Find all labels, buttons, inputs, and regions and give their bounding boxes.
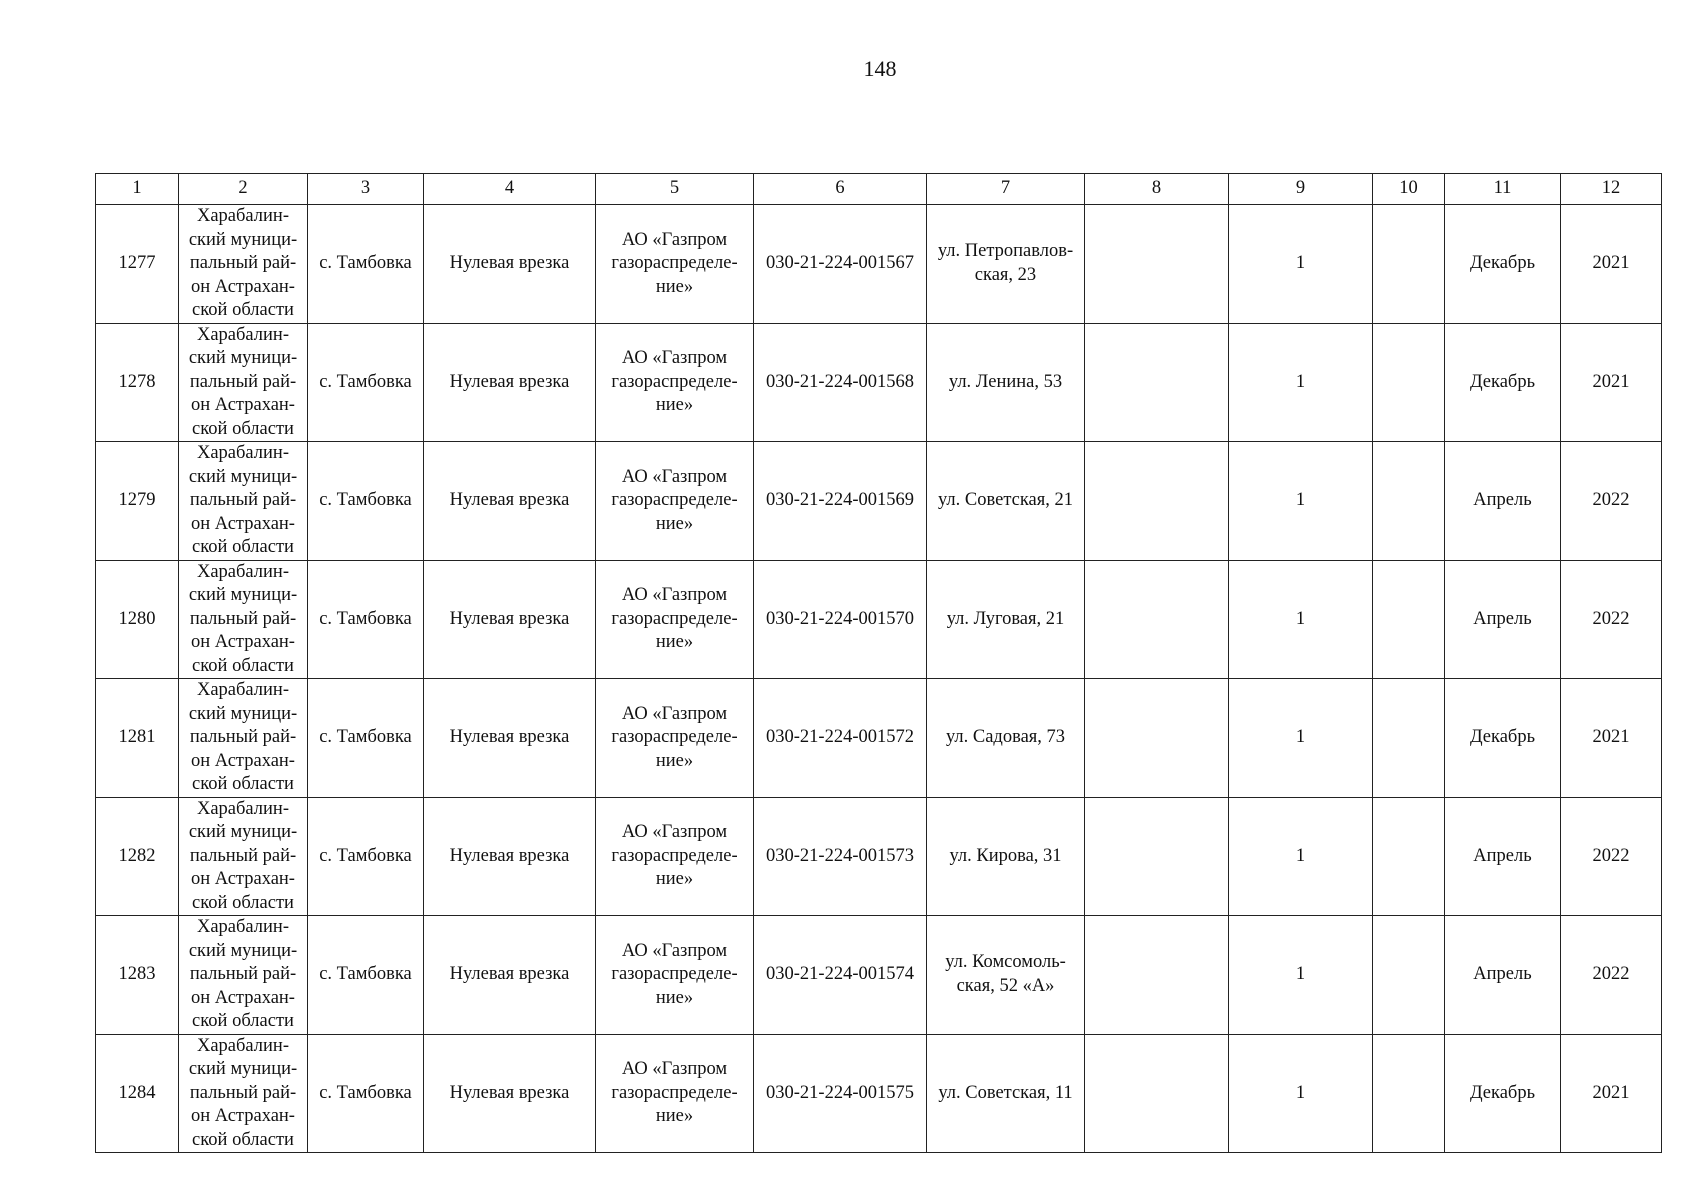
cell-month: Апрель xyxy=(1445,442,1561,561)
table-row xyxy=(96,679,1662,798)
cell-code: 030-21-224-001569 xyxy=(754,442,927,561)
cell-locality: с. Тамбовка xyxy=(308,1034,424,1153)
cell-number: 1281 xyxy=(96,679,179,798)
cell-col10 xyxy=(1373,1034,1445,1153)
cell-quantity: 1 xyxy=(1229,679,1373,798)
cell-year: 2021 xyxy=(1561,1034,1662,1153)
page-number: 148 xyxy=(863,56,897,81)
cell-number: 1280 xyxy=(96,560,179,679)
cell-address: ул. Ленина, 53 xyxy=(927,323,1085,442)
cell-year: 2021 xyxy=(1561,679,1662,798)
cell-number: 1284 xyxy=(96,1034,179,1153)
table-row xyxy=(96,1034,1662,1153)
cell-col8 xyxy=(1085,797,1229,916)
cell-locality: с. Тамбовка xyxy=(308,323,424,442)
table-row xyxy=(96,323,1662,442)
table-row xyxy=(96,560,1662,679)
cell-col10 xyxy=(1373,679,1445,798)
cell-month: Декабрь xyxy=(1445,323,1561,442)
column-header: 12 xyxy=(1561,174,1662,205)
cell-address: ул. Советская, 11 xyxy=(927,1034,1085,1153)
cell-month: Декабрь xyxy=(1445,679,1561,798)
cell-code: 030-21-224-001567 xyxy=(754,205,927,324)
cell-quantity: 1 xyxy=(1229,442,1373,561)
cell-col8 xyxy=(1085,560,1229,679)
cell-district: Харабалин- ский муници- пальный рай- он Астрахан- ской области xyxy=(179,205,308,324)
cell-organization: АО «Газпром газораспределе- ние» xyxy=(596,916,754,1035)
cell-number: 1279 xyxy=(96,442,179,561)
column-header: 3 xyxy=(308,174,424,205)
cell-month: Апрель xyxy=(1445,916,1561,1035)
cell-address: ул. Луговая, 21 xyxy=(927,560,1085,679)
cell-address: ул. Комсомоль- ская, 52 «А» xyxy=(927,916,1085,1035)
cell-quantity: 1 xyxy=(1229,560,1373,679)
cell-locality: с. Тамбовка xyxy=(308,442,424,561)
cell-address: ул. Петропавлов- ская, 23 xyxy=(927,205,1085,324)
cell-district: Харабалин- ский муници- пальный рай- он Астрахан- ской области xyxy=(179,1034,308,1153)
cell-work-type: Нулевая врезка xyxy=(424,1034,596,1153)
cell-col8 xyxy=(1085,679,1229,798)
table-row xyxy=(96,205,1662,324)
cell-quantity: 1 xyxy=(1229,1034,1373,1153)
cell-work-type: Нулевая врезка xyxy=(424,679,596,798)
cell-col10 xyxy=(1373,442,1445,561)
cell-district: Харабалин- ский муници- пальный рай- он Астрахан- ской области xyxy=(179,916,308,1035)
cell-organization: АО «Газпром газораспределе- ние» xyxy=(596,205,754,324)
cell-district: Харабалин- ский муници- пальный рай- он Астрахан- ской области xyxy=(179,679,308,798)
column-header: 4 xyxy=(424,174,596,205)
cell-organization: АО «Газпром газораспределе- ние» xyxy=(596,323,754,442)
cell-month: Декабрь xyxy=(1445,205,1561,324)
cell-district: Харабалин- ский муници- пальный рай- он Астрахан- ской области xyxy=(179,560,308,679)
cell-month: Декабрь xyxy=(1445,1034,1561,1153)
cell-code: 030-21-224-001570 xyxy=(754,560,927,679)
cell-col10 xyxy=(1373,797,1445,916)
cell-work-type: Нулевая врезка xyxy=(424,797,596,916)
cell-code: 030-21-224-001574 xyxy=(754,916,927,1035)
cell-year: 2022 xyxy=(1561,797,1662,916)
column-header: 10 xyxy=(1373,174,1445,205)
cell-month: Апрель xyxy=(1445,560,1561,679)
table-row xyxy=(96,916,1662,1035)
register-table xyxy=(95,173,1662,1153)
table-row xyxy=(96,442,1662,561)
cell-locality: с. Тамбовка xyxy=(308,916,424,1035)
cell-code: 030-21-224-001568 xyxy=(754,323,927,442)
cell-quantity: 1 xyxy=(1229,323,1373,442)
cell-work-type: Нулевая врезка xyxy=(424,323,596,442)
cell-year: 2022 xyxy=(1561,560,1662,679)
cell-col10 xyxy=(1373,916,1445,1035)
cell-number: 1278 xyxy=(96,323,179,442)
cell-col8 xyxy=(1085,442,1229,561)
cell-quantity: 1 xyxy=(1229,205,1373,324)
cell-code: 030-21-224-001572 xyxy=(754,679,927,798)
cell-year: 2021 xyxy=(1561,205,1662,324)
cell-col10 xyxy=(1373,560,1445,679)
cell-organization: АО «Газпром газораспределе- ние» xyxy=(596,1034,754,1153)
column-header: 1 xyxy=(96,174,179,205)
cell-number: 1282 xyxy=(96,797,179,916)
cell-year: 2022 xyxy=(1561,916,1662,1035)
cell-number: 1283 xyxy=(96,916,179,1035)
cell-address: ул. Садовая, 73 xyxy=(927,679,1085,798)
cell-address: ул. Советская, 21 xyxy=(927,442,1085,561)
cell-locality: с. Тамбовка xyxy=(308,560,424,679)
cell-quantity: 1 xyxy=(1229,916,1373,1035)
cell-work-type: Нулевая врезка xyxy=(424,205,596,324)
cell-district: Харабалин- ский муници- пальный рай- он Астрахан- ской области xyxy=(179,442,308,561)
cell-address: ул. Кирова, 31 xyxy=(927,797,1085,916)
cell-organization: АО «Газпром газораспределе- ние» xyxy=(596,679,754,798)
cell-code: 030-21-224-001575 xyxy=(754,1034,927,1153)
cell-month: Апрель xyxy=(1445,797,1561,916)
cell-organization: АО «Газпром газораспределе- ние» xyxy=(596,560,754,679)
column-header: 11 xyxy=(1445,174,1561,205)
cell-col10 xyxy=(1373,205,1445,324)
column-header: 5 xyxy=(596,174,754,205)
cell-work-type: Нулевая врезка xyxy=(424,442,596,561)
column-header: 9 xyxy=(1229,174,1373,205)
table-header-row xyxy=(96,174,1662,205)
cell-organization: АО «Газпром газораспределе- ние» xyxy=(596,797,754,916)
cell-quantity: 1 xyxy=(1229,797,1373,916)
cell-number: 1277 xyxy=(96,205,179,324)
column-header: 6 xyxy=(754,174,927,205)
column-header: 8 xyxy=(1085,174,1229,205)
cell-locality: с. Тамбовка xyxy=(308,205,424,324)
cell-col8 xyxy=(1085,916,1229,1035)
cell-district: Харабалин- ский муници- пальный рай- он Астрахан- ской области xyxy=(179,797,308,916)
cell-work-type: Нулевая врезка xyxy=(424,560,596,679)
cell-col8 xyxy=(1085,323,1229,442)
column-header: 7 xyxy=(927,174,1085,205)
cell-year: 2021 xyxy=(1561,323,1662,442)
table-row xyxy=(96,797,1662,916)
column-header: 2 xyxy=(179,174,308,205)
cell-locality: с. Тамбовка xyxy=(308,679,424,798)
cell-col8 xyxy=(1085,1034,1229,1153)
cell-locality: с. Тамбовка xyxy=(308,797,424,916)
cell-organization: АО «Газпром газораспределе- ние» xyxy=(596,442,754,561)
cell-district: Харабалин- ский муници- пальный рай- он Астрахан- ской области xyxy=(179,323,308,442)
cell-code: 030-21-224-001573 xyxy=(754,797,927,916)
cell-work-type: Нулевая врезка xyxy=(424,916,596,1035)
table-body xyxy=(96,174,1662,1153)
cell-col10 xyxy=(1373,323,1445,442)
cell-col8 xyxy=(1085,205,1229,324)
cell-year: 2022 xyxy=(1561,442,1662,561)
